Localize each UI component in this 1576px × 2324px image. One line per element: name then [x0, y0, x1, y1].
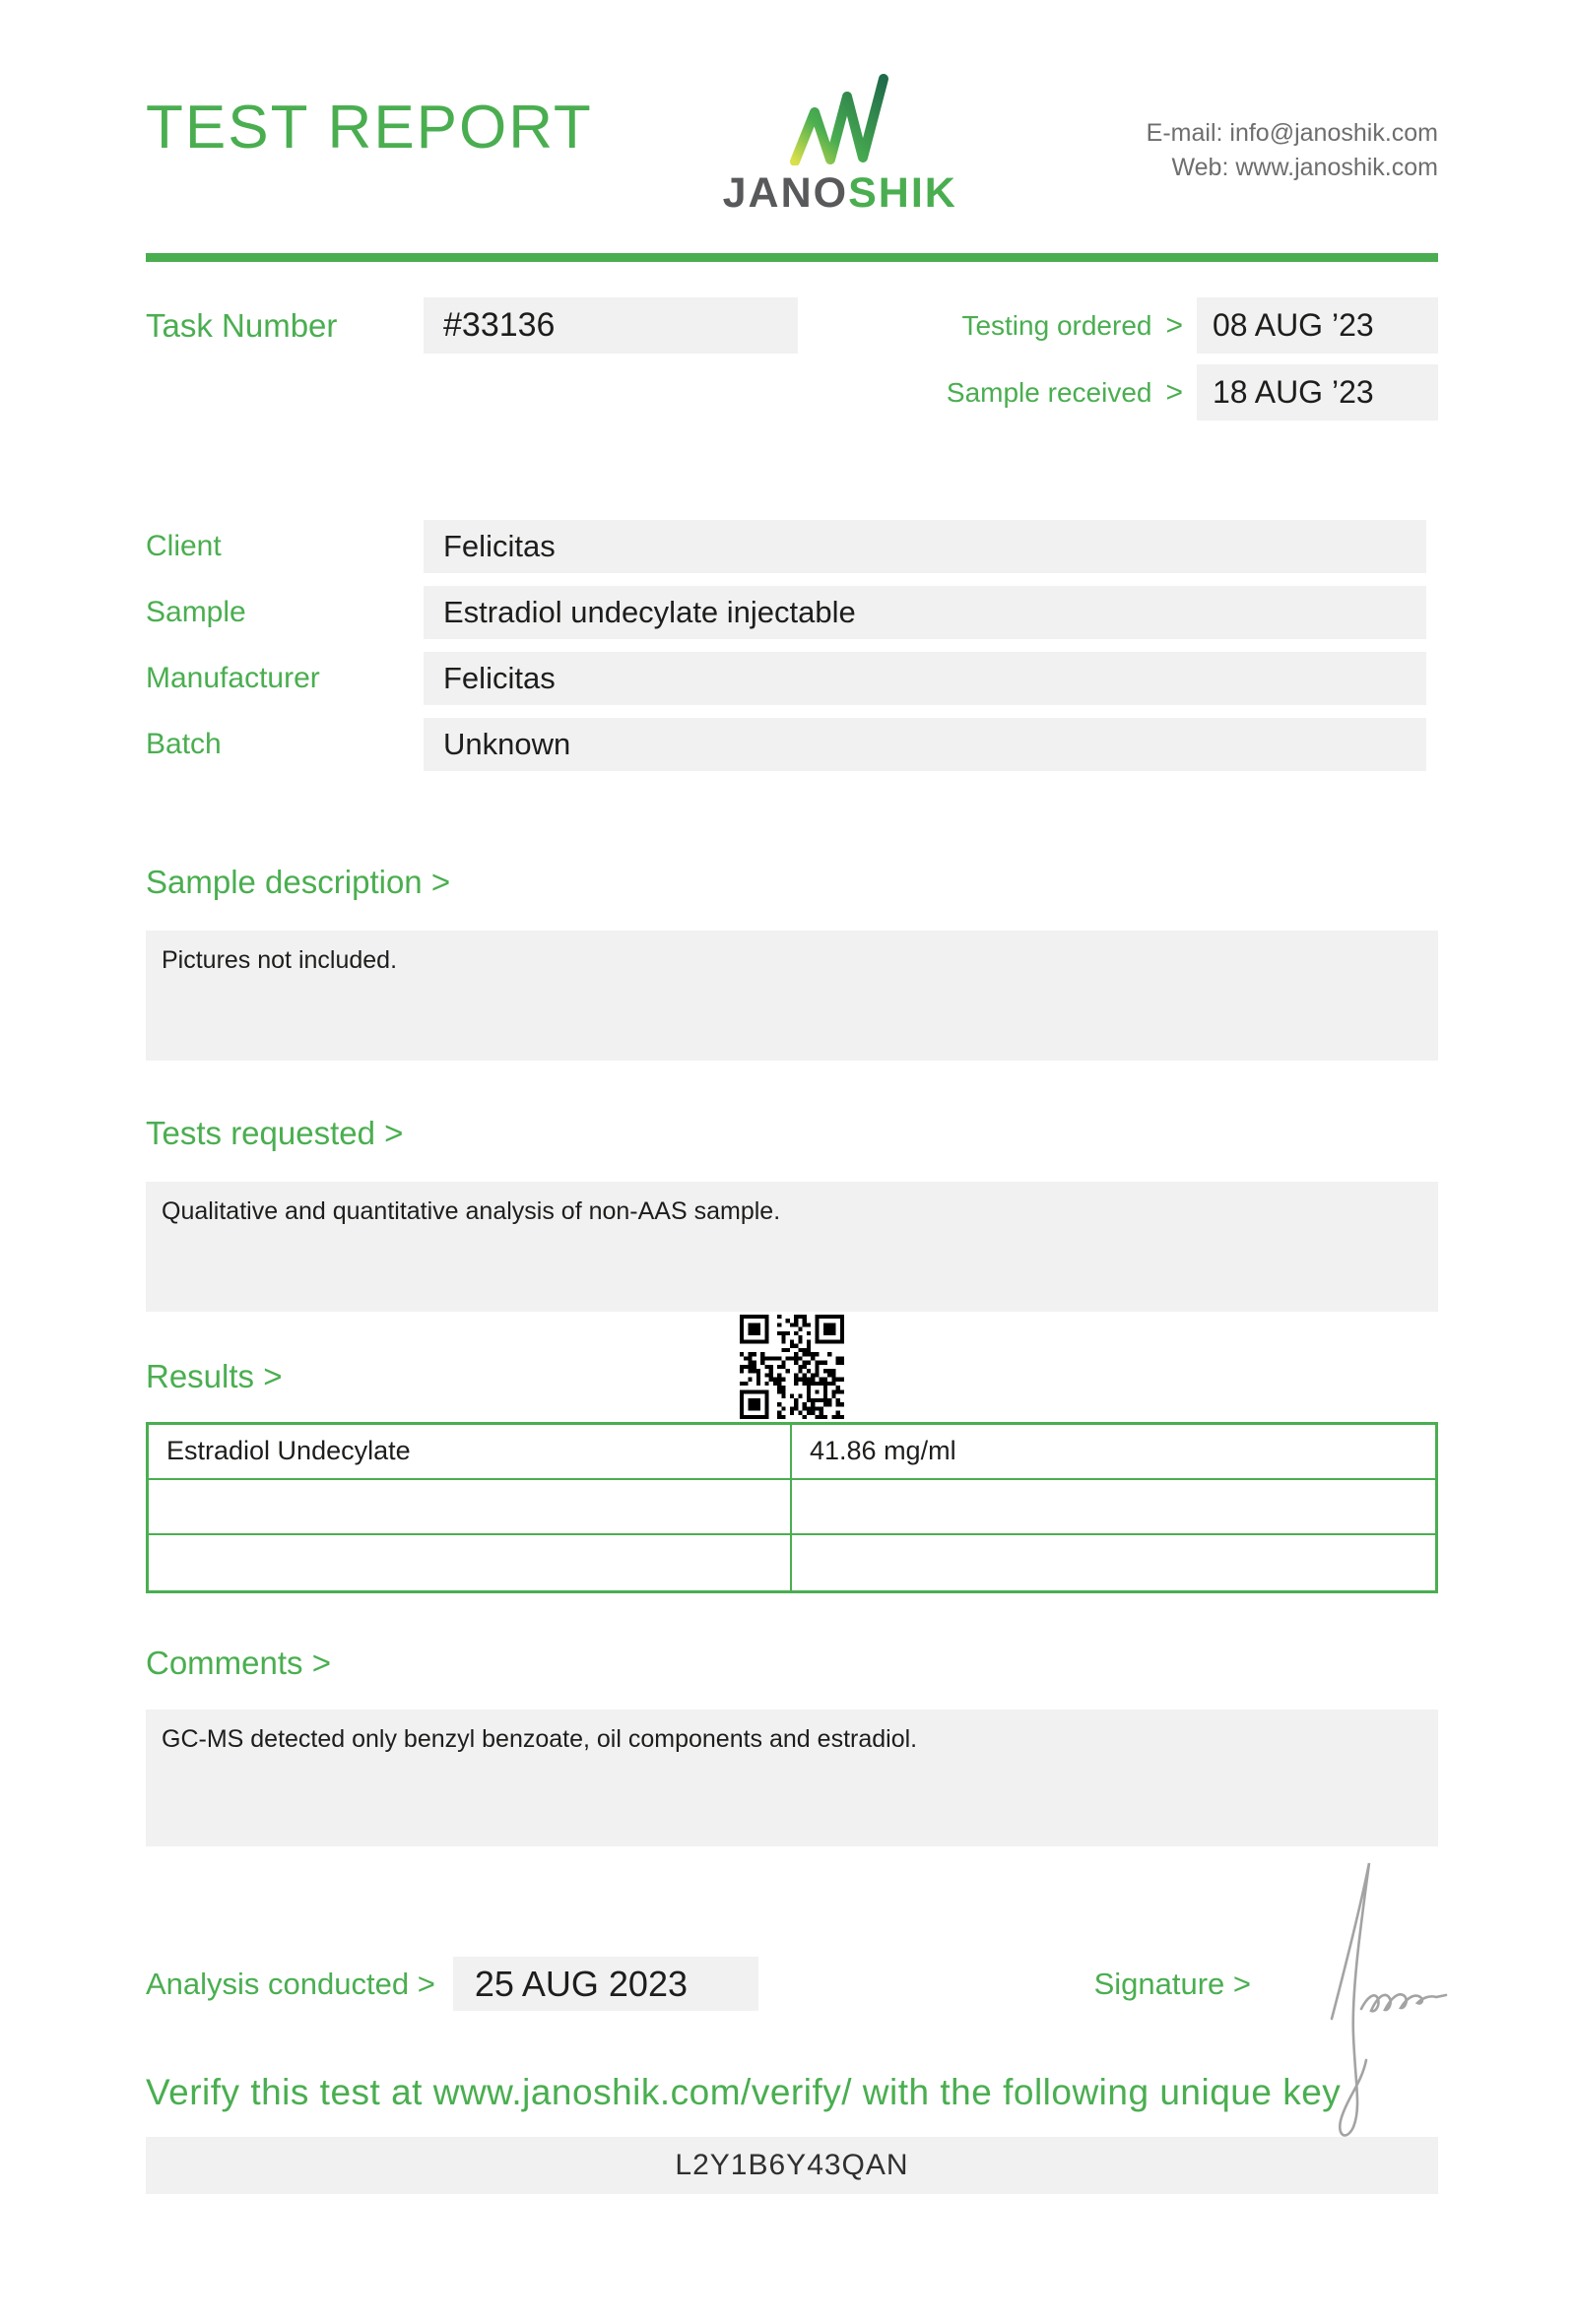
- field-row-manufacturer: [146, 652, 1438, 705]
- sample-description-section: [146, 864, 1438, 1061]
- result-row: [149, 1425, 1435, 1480]
- analysis-conducted-value: 25 AUG 2023: [453, 1957, 758, 2011]
- field-row-batch: [146, 718, 1438, 771]
- result-value-cell: 41.86 mg/ml: [810, 1436, 956, 1465]
- results-section: [146, 1358, 1438, 1593]
- contact-email-label: E-mail:: [1146, 119, 1223, 147]
- sample-received-value: 18 AUG ’23: [1197, 364, 1438, 420]
- contact-web-label: Web:: [1171, 154, 1229, 181]
- report-page: [146, 0, 1438, 2194]
- results-table: [146, 1422, 1438, 1593]
- info-fields: [146, 520, 1438, 771]
- sample-received-row: [947, 364, 1438, 420]
- comments-body: GC-MS detected only benzyl benzoate, oil components and estradiol.: [146, 1710, 1438, 1846]
- client-label: Client: [146, 530, 222, 562]
- sample-value: Estradiol undecylate injectable: [424, 586, 1426, 639]
- page-title: TEST REPORT: [146, 94, 593, 161]
- comments-heading: Comments >: [146, 1645, 331, 1681]
- header-divider: [146, 253, 1438, 262]
- tests-requested-body: Qualitative and quantitative analysis of non-AAS sample.: [146, 1182, 1438, 1312]
- header: [146, 0, 1438, 218]
- batch-label: Batch: [146, 728, 222, 760]
- logo-wordmark-jano: JANO: [722, 169, 849, 217]
- arrow-glyph: >: [1165, 375, 1183, 409]
- testing-ordered-label: Testing ordered: [961, 309, 1152, 341]
- signature-image: [1271, 1853, 1453, 2144]
- task-number-row: [146, 297, 798, 354]
- logo-wordmark-shik: SHIK: [848, 169, 957, 217]
- logo-wordmark: [723, 169, 957, 218]
- contact-web-value: www.janoshik.com: [1235, 154, 1438, 181]
- contact-block: [1147, 116, 1438, 218]
- testing-ordered-row: [947, 297, 1438, 354]
- task-number-label: Task Number: [146, 306, 338, 344]
- result-name-cell: [149, 1535, 792, 1590]
- testing-ordered-value: 08 AUG ’23: [1197, 297, 1438, 354]
- result-value-cell: [792, 1480, 1435, 1533]
- unique-key: L2Y1B6Y43QAN: [146, 2137, 1438, 2194]
- analysis-conducted-label: Analysis conducted >: [146, 1966, 435, 2001]
- footer-row: [146, 1957, 1438, 2011]
- dates-block: [947, 297, 1438, 431]
- verify-text: Verify this test at www.janoshik.com/verify/ with the following unique key: [146, 2072, 1342, 2112]
- task-number-value: #33136: [424, 297, 798, 354]
- result-row: [149, 1480, 1435, 1535]
- manufacturer-value: Felicitas: [424, 652, 1426, 705]
- signature-label: Signature >: [1093, 1966, 1251, 2001]
- tests-requested-section: [146, 1115, 1438, 1312]
- brand-logo: [723, 67, 957, 218]
- comments-section: [146, 1645, 1438, 1846]
- sample-received-label: Sample received: [946, 376, 1152, 408]
- field-row-sample: [146, 586, 1438, 639]
- result-name-cell: [149, 1480, 792, 1533]
- contact-email: [1147, 116, 1438, 151]
- field-row-client: [146, 520, 1438, 573]
- result-name-cell: Estradiol Undecylate: [149, 1425, 792, 1478]
- sample-description-heading: Sample description >: [146, 864, 451, 900]
- sample-description-body: Pictures not included.: [146, 931, 1438, 1061]
- task-block: [146, 297, 1438, 431]
- sample-label: Sample: [146, 596, 246, 628]
- result-value-cell: [792, 1535, 1435, 1590]
- client-value: Felicitas: [424, 520, 1426, 573]
- contact-web: [1147, 151, 1438, 185]
- results-heading: Results >: [146, 1358, 283, 1394]
- contact-email-value: info@janoshik.com: [1229, 119, 1438, 147]
- batch-value: Unknown: [424, 718, 1426, 771]
- result-row: [149, 1535, 1435, 1590]
- logo-chart-icon: [788, 67, 891, 165]
- tests-requested-heading: Tests requested >: [146, 1115, 404, 1151]
- manufacturer-label: Manufacturer: [146, 662, 320, 694]
- arrow-glyph: >: [1165, 308, 1183, 342]
- qr-code: [740, 1315, 844, 1419]
